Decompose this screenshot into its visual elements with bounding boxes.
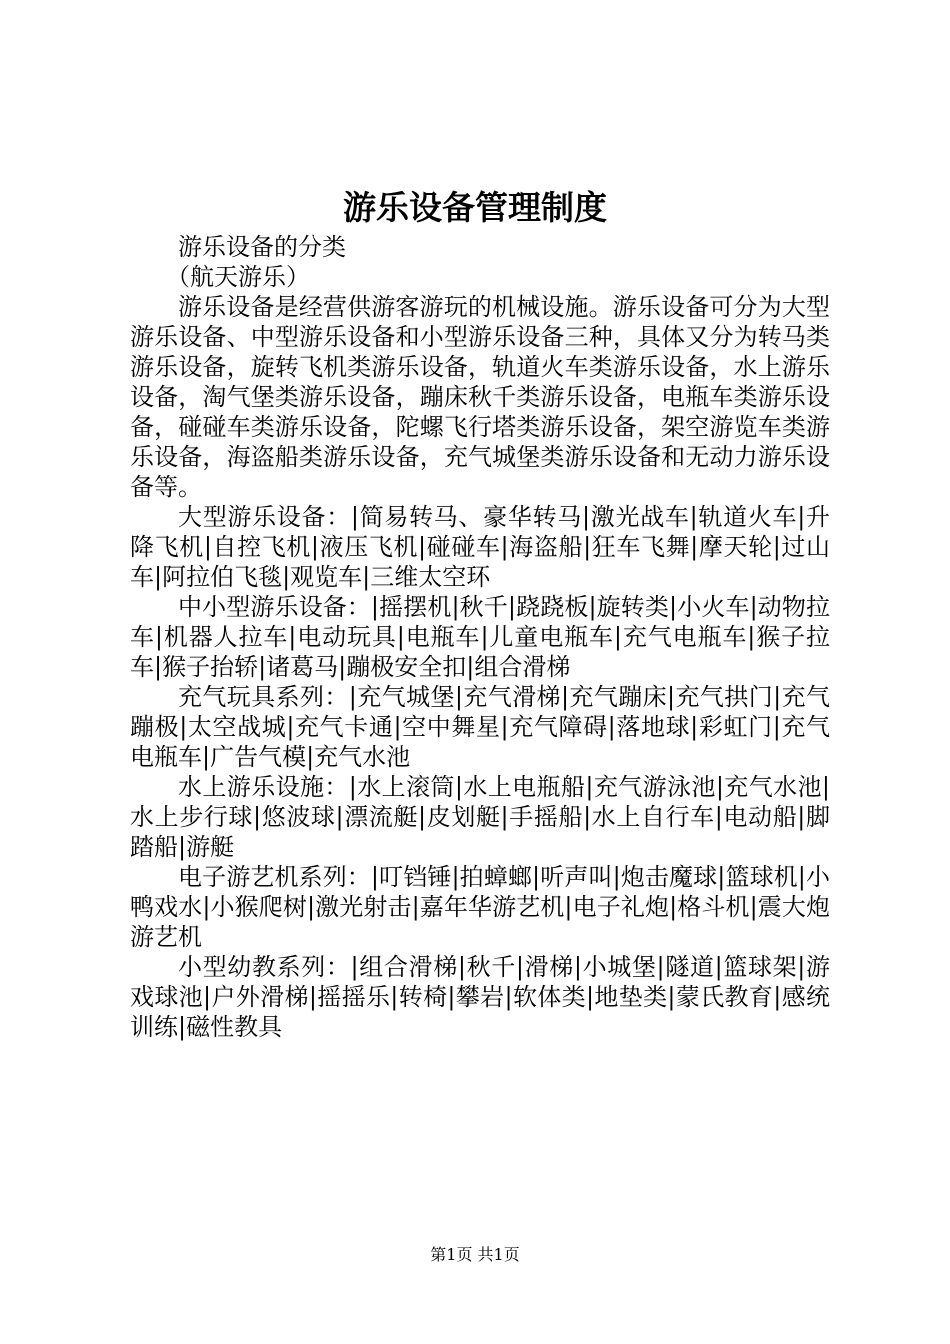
preschool-equipment-list: 小型幼教系列：|组合滑梯|秋千|滑梯|小城堡|隧道|篮球架|游戏球池|户外滑梯|摇摇乐|转椅|攀岩|软体类|地垫类|蒙氏教育|感统训练|磁性教具 — [130, 953, 830, 1041]
inflatable-toys-list: 充气玩具系列：|充气城堡|充气滑梯|充气蹦床|充气拱门|充气蹦极|太空战城|充气卡通|空中舞星|充气障碍|落地球|彩虹门|充气电瓶车|广告气模|充气水池 — [130, 683, 830, 771]
large-equipment-list: 大型游乐设备：|简易转马、豪华转马|激光战车|轨道火车|升降飞机|自控飞机|液压飞机|碰碰车|海盗船|狂车飞舞|摩天轮|过山车|阿拉伯飞毯|观览车|三维太空环 — [130, 503, 830, 591]
page-title: 游乐设备管理制度 — [343, 188, 607, 227]
electronic-arcade-list: 电子游艺机系列：|叮铛锤|拍蟑螂|听声叫|炮击魔球|篮球机|小鸭戏水|小猴爬树|激光射击|嘉年华游艺机|电子礼炮|格斗机|震大炮游艺机 — [130, 863, 830, 951]
water-facilities-list: 水上游乐设施：|水上滚筒|水上电瓶船|充气游泳池|充气水池|水上步行球|悠波球|漂流艇|皮划艇|手摇船|水上自行车|电动船|脚踏船|游艇 — [130, 773, 830, 861]
medium-small-equipment-list: 中小型游乐设备：|摇摆机|秋千|跷跷板|旋转类|小火车|动物拉车|机器人拉车|电动玩具|电瓶车|儿童电瓶车|充气电瓶车|猴子拉车|猴子抬轿|诸葛马|蹦极安全扣|组合滑梯 — [130, 593, 830, 681]
intro-paragraph: 游乐设备是经营供游客游玩的机械设施。游乐设备可分为大型游乐设备、中型游乐设备和小型游乐设备三种，具体又分为转马类游乐设备，旋转飞机类游乐设备，轨道火车类游乐设备，水上游乐设备，淘气堡类游乐设备，蹦床秋千类游乐设备，电瓶车类游乐设备，碰碰车类游乐设备，陀螺飞行塔类游乐设备，架空游览车类游乐设备，海盗船类游乐设备，充气城堡类游乐设备和无动力游乐设备等。 — [130, 293, 830, 501]
section-heading: 游乐设备的分类 — [178, 233, 346, 261]
source-note: （航天游乐） — [166, 263, 310, 291]
document-body — [130, 232, 830, 1042]
page-footer: 第1页 共1页 — [430, 1245, 520, 1264]
